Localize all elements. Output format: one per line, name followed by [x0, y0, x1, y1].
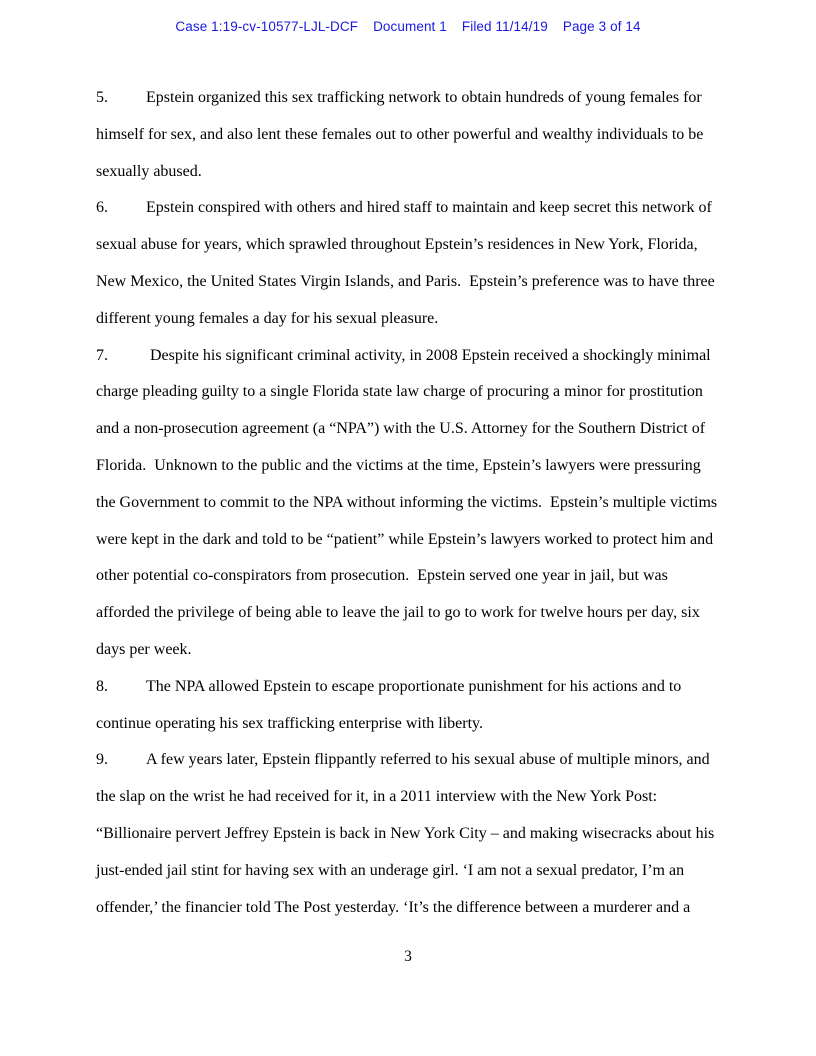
paragraph-text: Epstein organized this sex trafficking network to obtain hundreds of young females for himself for sex, and also lent these females out to other powerful and wealthy individuals to be sexually abused. [96, 89, 708, 180]
document-body [96, 80, 720, 926]
case-header [0, 19, 816, 34]
paragraph-text: The NPA allowed Epstein to escape proportionate punishment for his actions and to continue operating his sex trafficking enterprise with liberty. [96, 677, 686, 732]
paragraph [96, 190, 720, 337]
paragraph-number: 5. [96, 89, 108, 106]
header-filed-date: Filed 11/14/19 [461, 19, 548, 34]
header-case-number: Case 1:19-cv-10577-LJL-DCF [175, 19, 359, 34]
paragraph [96, 742, 720, 926]
paragraph-number: 6. [96, 199, 108, 217]
paragraph-number: 8. [96, 677, 108, 695]
page-footer [0, 948, 816, 966]
paragraph-text: A few years later, Epstein flippantly referred to his sexual abuse of multiple minors, and the slap on the wrist he had received for it, in a 2011 interview with the New York Post: “Billionaire pervert Jeffrey Epstein is back in New York City – and making wisecracks about his just-ended jail stint for having sex with an underage girl. ‘I am not a sexual predator, I’m an offender,’ the financier told The Post yesterday. ‘It’s the difference between a murderer and a [96, 751, 719, 916]
header-page-count: Page 3 of 14 [562, 19, 641, 34]
paragraph-text: Despite his significant criminal activity, in 2008 Epstein received a shockingly minimal charge pleading guilty to a single Florida state law charge of procuring a minor for prostitution and a non-prosecution agreement (a “NPA”) with the U.S. Attorney for the Southern District of Florida. Unknown to the public and the victims at the time, Epstein’s lawyers were pressuring the Government to commit to the NPA without informing the victims. Epstein’s multiple victims were kept in the dark and told to be “patient” while Epstein’s lawyers worked to protect him and other potential co-conspirators from prosecution. Epstein served one year in jail, but was afforded the privilege of being able to leave the jail to go to work for twelve hours per day, six days per week. [96, 346, 722, 658]
paragraph-text: Epstein conspired with others and hired staff to maintain and keep secret this network of sexual abuse for years, which sprawled throughout Epstein’s residences in New York, Florida, New Mexico, the United States Virgin Islands, and Paris. Epstein’s preference was to have three different young females a day for his sexual pleasure. [96, 199, 719, 327]
paragraph-number: 7. [96, 346, 108, 364]
paragraph [96, 338, 720, 669]
header-document-number: Document 1 [373, 19, 447, 34]
paragraph [96, 80, 720, 190]
paragraph-number: 9. [96, 751, 108, 769]
page-number: 3 [404, 948, 412, 965]
paragraph [96, 669, 720, 743]
